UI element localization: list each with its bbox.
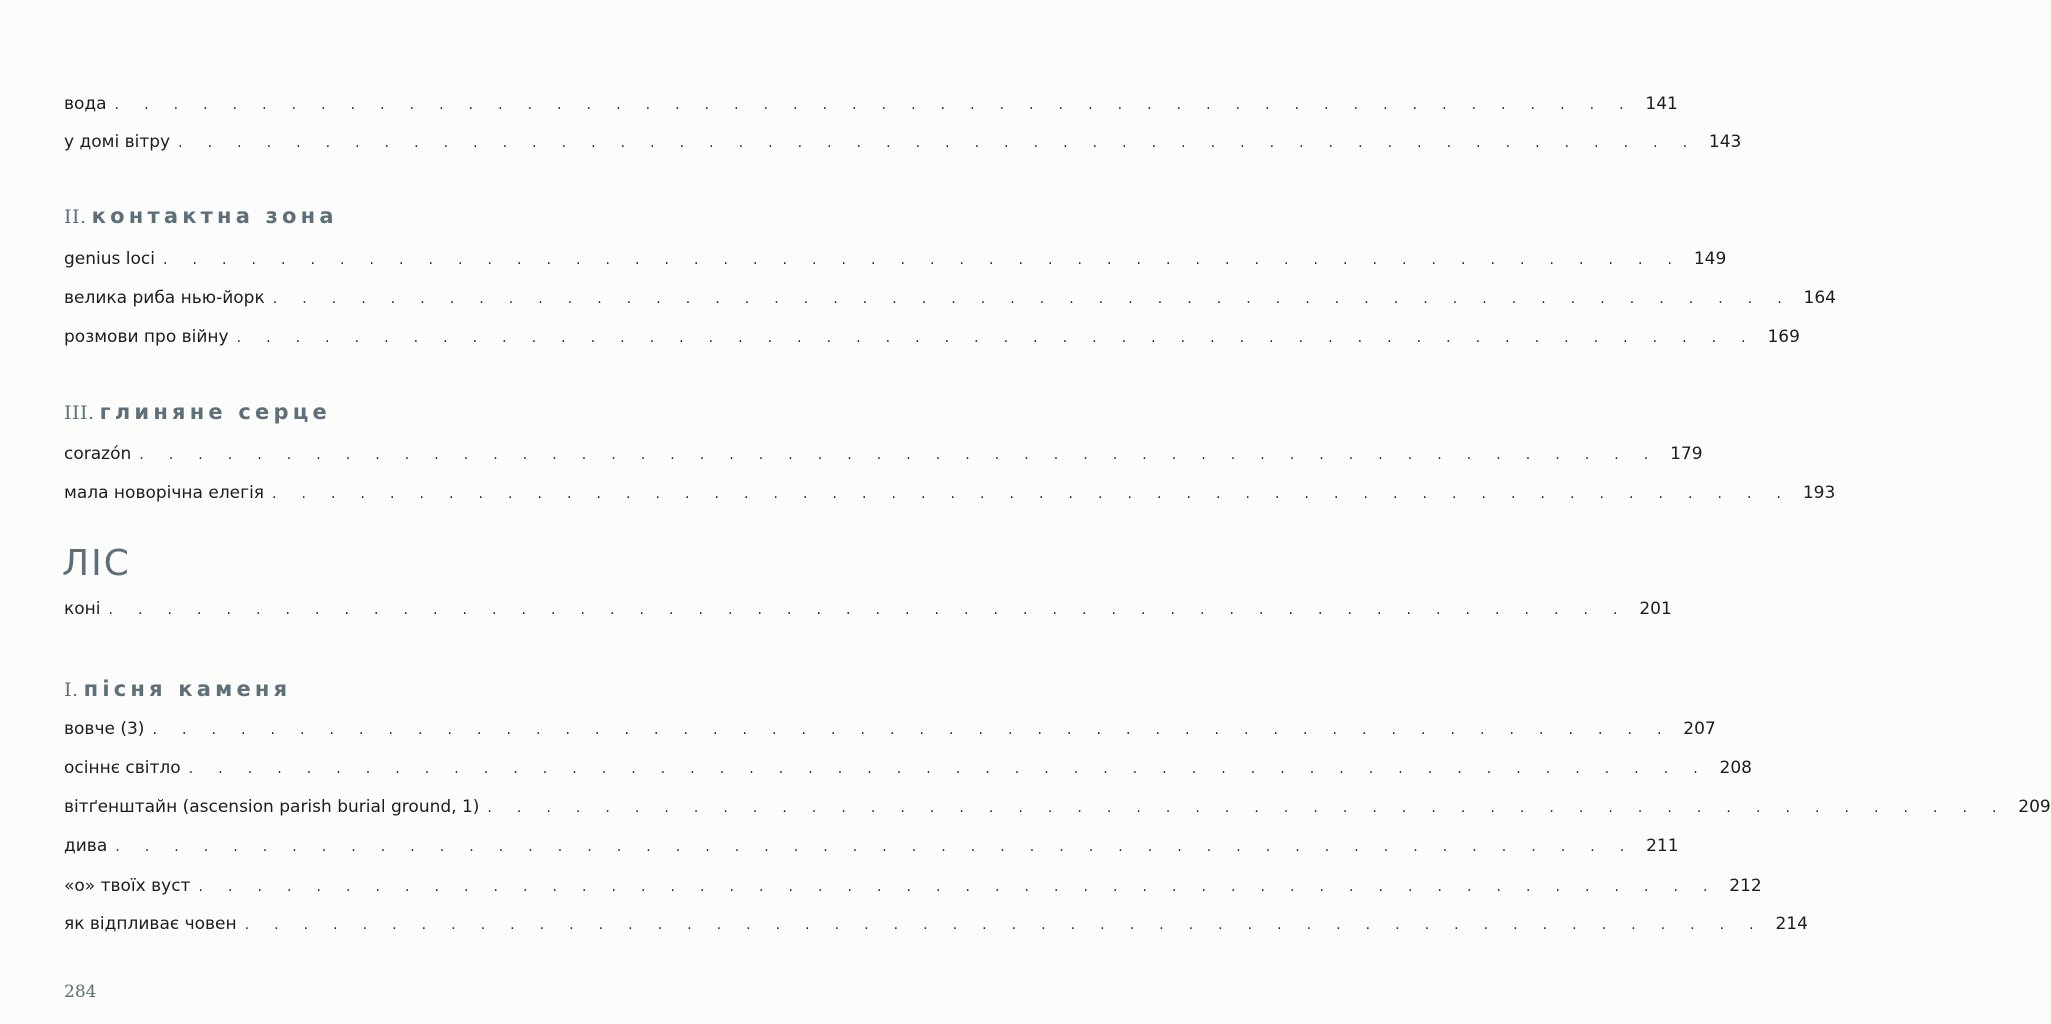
toc-entry [64, 756, 1752, 781]
part-title: ЛІС [62, 543, 131, 584]
toc-entry-title: коні [64, 599, 101, 619]
toc-entry-title: вовче (3) [64, 719, 145, 739]
toc-entry [64, 92, 1678, 117]
toc-entry-page: 212 [1729, 876, 1762, 896]
toc-entry-page: 143 [1708, 132, 1742, 152]
toc-entry [64, 247, 1727, 272]
toc-entry [64, 795, 2051, 820]
dot-leader: . . . . . . . . . . . . . . . . . . . . . . . . . . . . . . . . . . . . . . . . . . . . . . . . . . . . [188, 761, 1708, 777]
dot-leader: . . . . . . . . . . . . . . . . . . . . . . . . . . . . . . . . . . . . . . . . . . . . . . . . . . . . [272, 486, 1792, 502]
toc-entry-page: 169 [1767, 327, 1800, 347]
toc-entry-title: «о» твоїх вуст [64, 876, 191, 896]
toc-entry-title: вода [64, 94, 107, 114]
dot-leader: . . . . . . . . . . . . . . . . . . . . . . . . . . . . . . . . . . . . . . . . . . . . . . . . . . . . [114, 97, 1634, 113]
toc-entry [64, 325, 1800, 350]
dot-leader: . . . . . . . . . . . . . . . . . . . . . . . . . . . . . . . . . . . . . . . . . . . . . . . . . . . . [115, 839, 1635, 855]
section-number: I. [64, 679, 79, 701]
toc-entry-title: у домі вітру [64, 132, 171, 152]
toc-entry [64, 717, 1716, 742]
section-number: III. [64, 402, 95, 424]
section-title: контактна зона [91, 204, 338, 228]
toc-entry [64, 286, 1836, 311]
toc-entry-title: як відпливає човен [64, 914, 237, 934]
toc-entry-title: велика риба нью-йорк [64, 288, 265, 308]
section-number: II. [64, 206, 87, 228]
toc-entry-title: осіннє світло [64, 758, 181, 778]
toc-entry [64, 442, 1703, 467]
toc-entry-title: розмови про війну [64, 327, 229, 347]
toc-entry-page: 149 [1693, 249, 1727, 269]
toc-entry [64, 481, 1836, 506]
section-heading [64, 400, 331, 424]
toc-entry-title: дива [64, 836, 108, 856]
toc-entry-page: 164 [1803, 288, 1836, 308]
toc-entry-page: 193 [1802, 483, 1836, 503]
toc-entry [64, 130, 1742, 155]
dot-leader: . . . . . . . . . . . . . . . . . . . . . . . . . . . . . . . . . . . . . . . . . . . . . . . . . . . . [139, 447, 1659, 463]
dot-leader: . . . . . . . . . . . . . . . . . . . . . . . . . . . . . . . . . . . . . . . . . . . . . . . . . . . . [198, 879, 1718, 895]
toc-entry-page: 201 [1639, 599, 1672, 619]
toc-entry [64, 912, 1808, 937]
toc-entry [64, 597, 1672, 622]
dot-leader: . . . . . . . . . . . . . . . . . . . . . . . . . . . . . . . . . . . . . . . . . . . . . . . . . . . . [244, 917, 1764, 933]
toc-entry-title: genius loci [64, 249, 155, 269]
toc-entry-page: 179 [1670, 444, 1703, 464]
section-title: пісня каменя [83, 677, 292, 701]
dot-leader: . . . . . . . . . . . . . . . . . . . . . . . . . . . . . . . . . . . . . . . . . . . . . . . . . . . . [272, 291, 1792, 307]
page-number: 284 [64, 982, 97, 1002]
dot-leader: . . . . . . . . . . . . . . . . . . . . . . . . . . . . . . . . . . . . . . . . . . . . . . . . . . . . [178, 135, 1698, 151]
dot-leader: . . . . . . . . . . . . . . . . . . . . . . . . . . . . . . . . . . . . . . . . . . . . . . . . . . . . [162, 252, 1683, 268]
toc-entry-title: мала новорічна елегія [64, 483, 265, 503]
toc-entry-title: вітґенштайн (ascension parish burial ground, 1) [64, 797, 480, 817]
section-title: глиняне серце [99, 400, 331, 424]
toc-entry-page: 209 [2018, 797, 2051, 817]
dot-leader: . . . . . . . . . . . . . . . . . . . . . . . . . . . . . . . . . . . . . . . . . . . . . . . . . . . . [236, 330, 1756, 346]
section-heading [64, 204, 338, 228]
dot-leader: . . . . . . . . . . . . . . . . . . . . . . . . . . . . . . . . . . . . . . . . . . . . . . . . . . . . [487, 800, 2007, 816]
dot-leader: . . . . . . . . . . . . . . . . . . . . . . . . . . . . . . . . . . . . . . . . . . . . . . . . . . . . [108, 602, 1628, 618]
toc-entry [64, 874, 1762, 899]
dot-leader: . . . . . . . . . . . . . . . . . . . . . . . . . . . . . . . . . . . . . . . . . . . . . . . . . . . . [152, 722, 1672, 738]
toc-entry-page: 141 [1645, 94, 1678, 114]
toc-entry-title: corazón [64, 444, 132, 464]
section-heading [64, 677, 291, 701]
toc-entry [64, 834, 1679, 859]
toc-entry-page: 214 [1775, 914, 1808, 934]
toc-entry-page: 207 [1683, 719, 1716, 739]
toc-entry-page: 208 [1719, 758, 1752, 778]
toc-entry-page: 211 [1646, 836, 1679, 856]
